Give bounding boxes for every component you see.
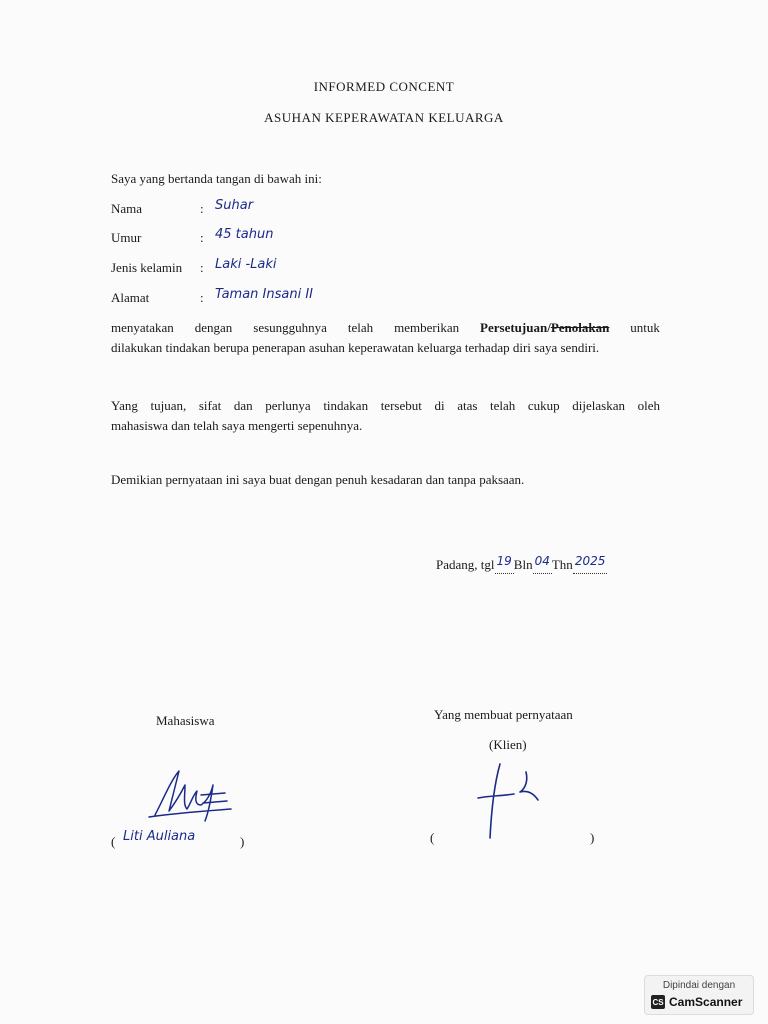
student-name-handwritten: Liti Auliana — [123, 829, 196, 844]
penolakan-option-struck: Penolakan — [550, 320, 610, 335]
left-close-paren: ) — [240, 834, 245, 849]
word: dengan — [194, 320, 233, 335]
word: telah — [347, 320, 374, 335]
explanation-paragraph — [111, 396, 660, 436]
word: perlunya — [265, 398, 311, 413]
closing-paragraph: Demikian pernyataan ini saya buat dengan penuh kesadaran dan tanpa paksaan. — [111, 472, 525, 487]
date-year-field — [573, 554, 608, 574]
right-close-paren: ) — [590, 830, 595, 845]
client-signature — [470, 758, 560, 843]
word: dan — [233, 398, 253, 413]
explanation-line-2: mahasiswa dan telah saya mengerti sepenuhnya. — [111, 418, 363, 433]
word: sesungguhnya — [253, 320, 327, 335]
word: telah — [490, 398, 516, 413]
statement-line-1 — [111, 318, 660, 338]
field-label: Umur — [111, 230, 142, 245]
field-colon: : — [200, 260, 204, 275]
scanner-brand-row — [651, 995, 742, 1009]
field-label: Alamat — [111, 290, 150, 305]
field-label: Jenis kelamin — [111, 260, 183, 275]
word: tindakan — [323, 398, 369, 413]
bln-label: Bln — [513, 557, 533, 572]
statement-line-2: dilakukan tindakan berupa penerapan asuhan keperawatan keluarga terhadap diri saya sendiri. — [111, 340, 600, 355]
persetujuan-option: Persetujuan/ — [480, 320, 551, 335]
field-label: Nama — [111, 201, 143, 216]
student-signature — [145, 765, 235, 825]
klien-label: (Klien) — [489, 737, 527, 752]
word: sifat — [198, 398, 222, 413]
field-colon: : — [200, 201, 204, 216]
date-day-field — [495, 554, 514, 574]
word: memberikan — [394, 320, 460, 335]
word: cukup — [527, 398, 560, 413]
word: di — [434, 398, 445, 413]
left-open-paren: ( — [111, 834, 116, 849]
camscanner-badge — [644, 975, 754, 1015]
word: Yang — [111, 398, 138, 413]
word: oleh — [637, 398, 660, 413]
handwritten-gender: Laki -Laki — [215, 257, 277, 272]
handwritten-month: 04 — [534, 554, 550, 568]
document-subtitle: ASUHAN KEPERAWATAN KELUARGA — [264, 110, 504, 125]
date-line — [436, 554, 607, 574]
word: dijelaskan — [572, 398, 625, 413]
field-colon: : — [200, 290, 204, 305]
word: atas — [457, 398, 478, 413]
word: untuk — [630, 320, 660, 335]
scanner-caption: Dipindai dengan — [662, 980, 736, 991]
handwritten-year: 2025 — [574, 554, 606, 568]
word: tersebut — [380, 398, 422, 413]
thn-label: Thn — [551, 557, 573, 572]
right-open-paren: ( — [430, 830, 435, 845]
statement-paragraph — [111, 318, 660, 358]
camscanner-icon: CS — [651, 995, 665, 1009]
scanner-brand: CamScanner — [669, 995, 743, 1009]
mahasiswa-label: Mahasiswa — [156, 713, 215, 728]
document-title: INFORMED CONCENT — [313, 79, 455, 94]
declarant-label: Yang membuat pernyataan — [434, 707, 573, 722]
consent-choice — [480, 318, 609, 338]
date-place: Padang, tgl — [436, 557, 495, 572]
handwritten-name: Suhar — [215, 198, 254, 213]
handwritten-age: 45 tahun — [215, 227, 274, 242]
explanation-line-1 — [111, 396, 660, 416]
word: menyatakan — [111, 320, 174, 335]
word: tujuan, — [150, 398, 187, 413]
field-colon: : — [200, 230, 204, 245]
handwritten-address: Taman Insani II — [215, 287, 314, 302]
date-month-field — [533, 554, 552, 574]
intro-text: Saya yang bertanda tangan di bawah ini: — [111, 171, 322, 186]
handwritten-day: 19 — [496, 554, 512, 568]
